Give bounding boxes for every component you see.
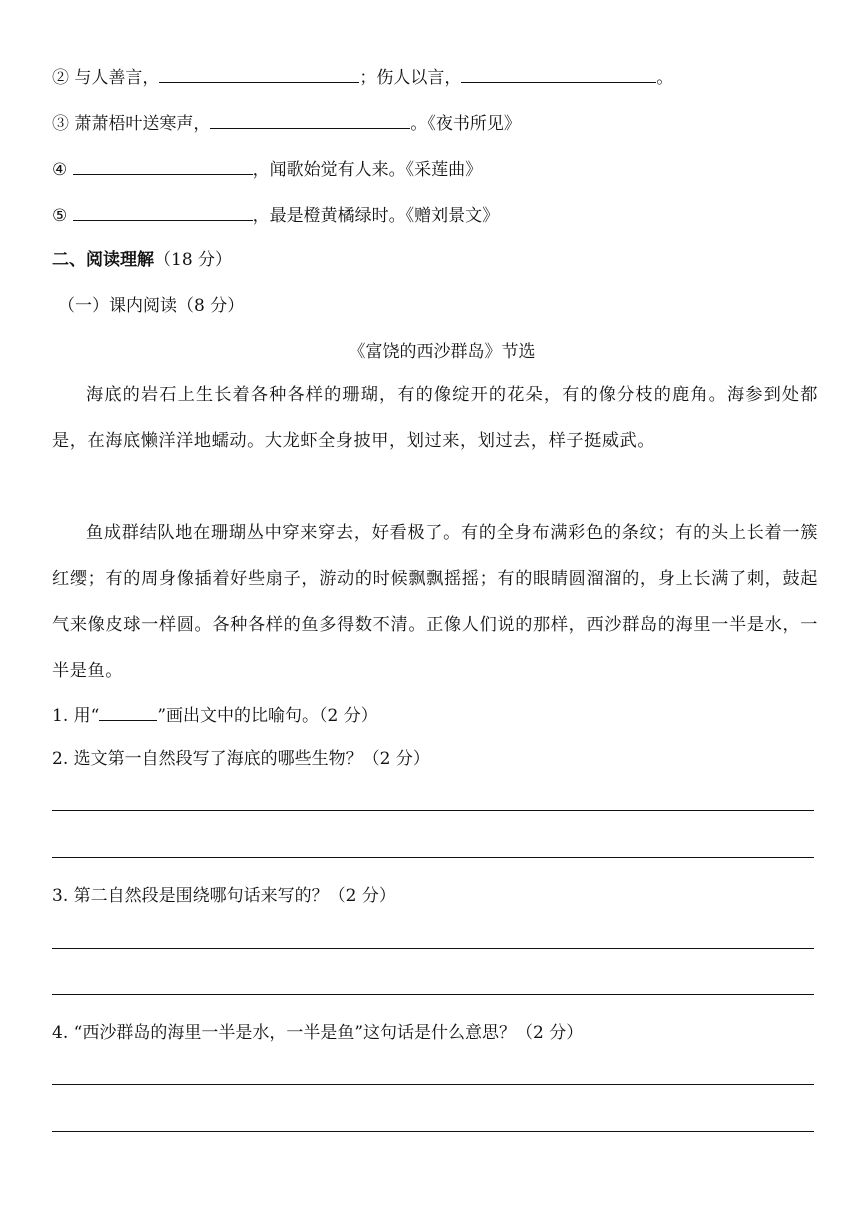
passage-paragraph-2: 鱼成群结队地在珊瑚丛中穿来穿去，好看极了。有的全身布满彩色的条纹；有的头上长着一簇红缨；有的周身像插着好些扇子，游动的时候飘飘摇摇；有的眼睛圆溜溜的，身上长满了刺，鼓起气来像皮球一样圆。各种各样的鱼多得数不清。正像人们说的那样，西沙群岛的海里一半是水，一半是鱼。 [52,523,818,681]
passage-paragraph-1: 海底的岩石上生长着各种各样的珊瑚，有的像绽开的花朵，有的像分枝的鹿角。海参到处都是，在海底懒洋洋地蠕动。大龙虾全身披甲，划过来，划过去，样子挺威武。 [52,385,818,451]
answer-line[interactable] [52,994,814,995]
question-3: 3. 第二自然段是围绕哪句话来写的？（2 分） [52,886,396,906]
section-title: 二、阅读理解 [52,250,154,270]
item-number: ② [52,68,69,88]
item-text: 与人善言， [74,68,160,88]
item-text: 。 [656,68,674,88]
fill-in-item-5 [52,202,499,228]
answer-blank[interactable] [73,156,253,175]
answer-blank[interactable] [461,64,656,83]
item-text: 萧萧梧叶送寒声， [74,114,211,134]
answer-blank[interactable] [73,202,253,221]
underline-sample [99,702,157,721]
section-score: （18 分） [154,250,233,270]
answer-line[interactable] [52,1131,814,1132]
answer-blank[interactable] [159,64,359,83]
item-text: ；伤人以言， [359,68,462,88]
question-1 [52,702,378,728]
item-number: ⑤ [52,206,68,226]
passage-title: 《富饶的西沙群岛》节选 [348,342,536,362]
item-text: ，最是橙黄橘绿时。《赠刘景文》 [252,206,500,226]
question-text: 1. 用“ [52,706,100,726]
question-4: 4. “西沙群岛的海里一半是水，一半是鱼”这句话是什么意思？（2 分） [52,1023,584,1043]
answer-blank[interactable] [210,110,410,129]
answer-line[interactable] [52,810,814,811]
fill-in-item-4 [52,156,482,182]
question-2: 2. 选文第一自然段写了海底的哪些生物？（2 分） [52,749,430,769]
answer-line[interactable] [52,1084,814,1085]
answer-line[interactable] [52,948,814,949]
answer-line[interactable] [52,857,814,858]
fill-in-item-3 [52,110,521,136]
fill-in-item-2 [52,64,673,90]
subsection-heading: （一）课内阅读（8 分） [58,296,245,316]
item-number: ④ [52,160,68,180]
item-text: ，闻歌始觉有人来。《采莲曲》 [252,160,483,180]
section-heading [52,248,232,272]
question-text: ”画出文中的比喻句。（2 分） [157,706,378,726]
item-text: 。《夜书所见》 [410,114,521,134]
item-number: ③ [52,114,69,134]
